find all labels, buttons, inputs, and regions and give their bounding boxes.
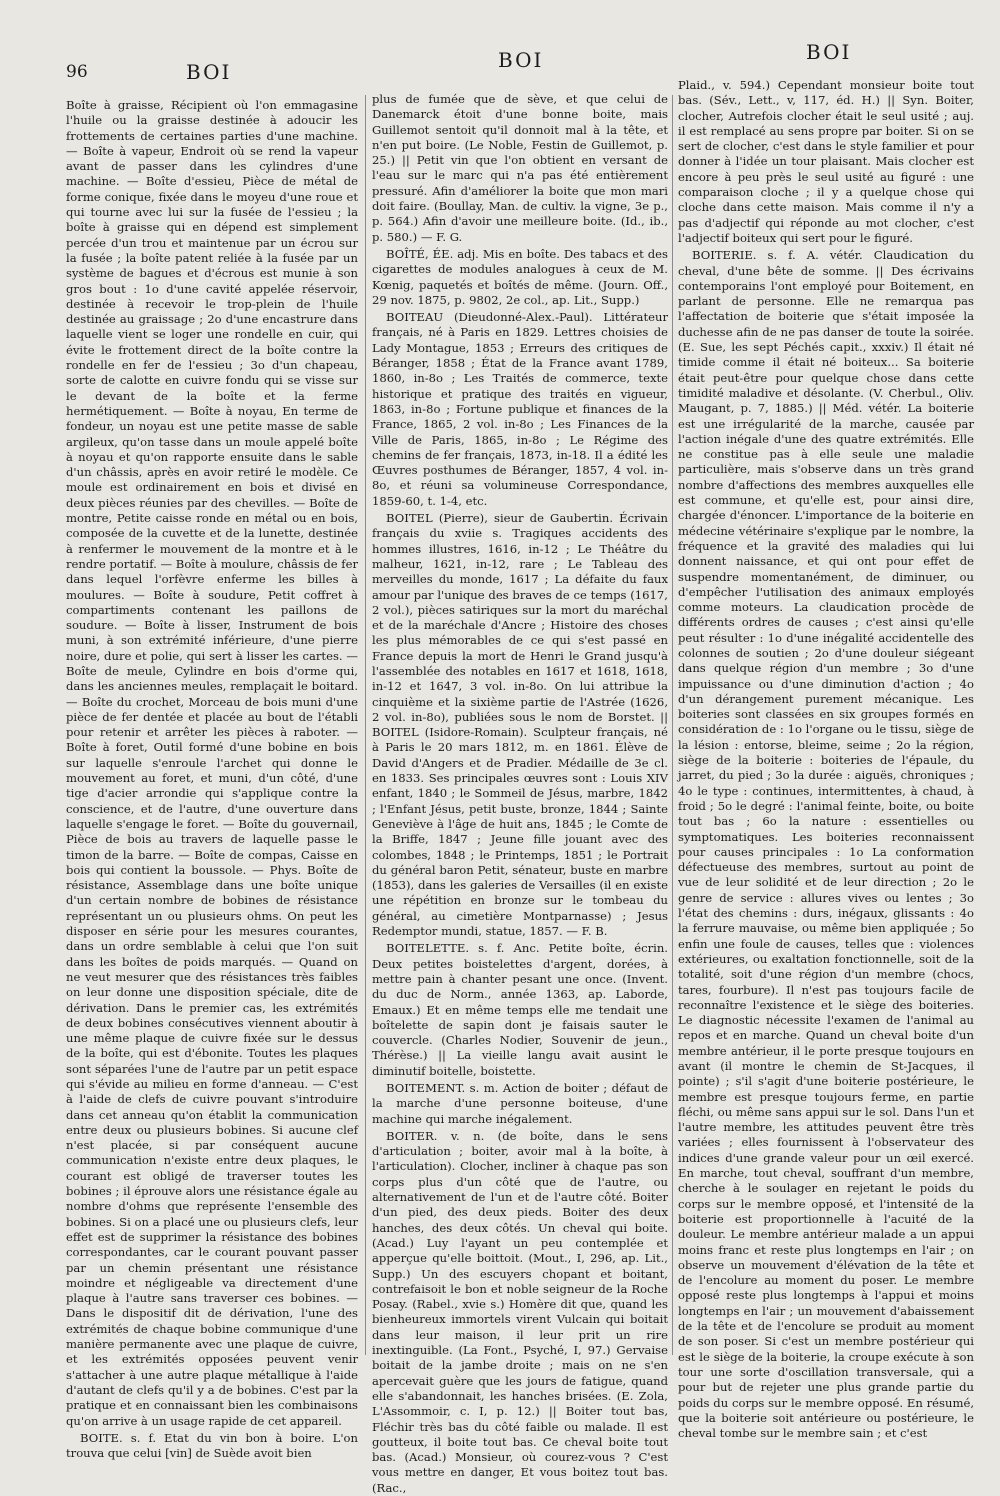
dictionary-entry: Boîte à graisse, Récipient où l'on emmagasine l'huile ou la graisse destinée à adoucir les frottements de certaines parties d'une machine.— Boîte à vapeur, Endroit où se rend la vapeur avant de passer dans les cylindres d'une machine. — Boîte d'essieu, Pièce de métal de forme conique, fixée dans le moyeu d'une roue et qui tourne avec lui sur la fusée de l'essieu ; la boîte à graisse qui en dépend est simplement percée d'un trou et maintenue par un écrou sur la fusée ; la boîte patent reliée à la fusée par un système de bagues et d'écrous est munie à son gros bout : 1o d'une cavité appelée réservoir, destinée à recevoir le trop-plein de l'huile destinée au graissage ; 2o d'une encastrure dans laquelle vient se loger une rondelle en cuir, qui évite le frottement direct de la boîte contre la rondelle en fer de l'essieu ; 3o d'un chapeau, sorte de calotte en cuivre fondu qui se visse sur le devant de la boîte et la ferme hermétiquement. — Boîte à noyau, En terme de fondeur, un noyau est une petite masse de sable argileux, qu'on tasse dans un moule appelé boîte à noyau et qu'on rapporte ensuite dans le sable d'un châssis, après en avoir retiré le modèle. Ce moule est ordinairement en bois et divisé en deux pièces réunies par des chevilles. — Boîte de montre, Petite caisse ronde en métal ou en bois, composée de la cuvette et de la lunette, destinée à renfermer le mouvement de la montre et à le rendre portatif. — Boîte à moulure, châssis de fer dans lequel l'orfèvre enferme les billes à moulures. — Boîte à soudure, Petit coffret à compartiments contenant les paillons de soudure. — Boîte à lisser, Instrument de bois muni, à son extrémité inférieure, d'une pierre noire, dure et polie, qui sert à lisser les cartes. — Boîte de meule, Cylindre en bois d'orme qui, dans les anciennes meules, remplaçait le boitard. — Boîte du crochet, Morceau de bois muni d'une pièce de fer dentée et placée au bout de l'établi pour retenir et arrêter les pièces à raboter. — Boîte à foret, Outil formé d'une bobine en bois sur laquelle s'enroule l'archet qui donne le mouvement au foret, et muni, d'un côté, d'une tige d'acier arrondie qui s'applique contre la conscience, et de l'autre, d'une ouverture dans laquelle s'engage le foret. — Boîte du gouvernail, Pièce de bois au travers de laquelle passe le timon de la barre. — Boîte de compas, Caisse en bois qui contient la boussole. — Phys. Boîte de résistance, Assemblage dans une boîte unique d'un certain nombre de bobines de résistance représentant un ou plusieurs ohms. On peut les disposer en série pour les mesures courantes, dans un ordre semblable à celui que l'on suit dans les boîtes de poids marqués. — Quand on ne veut mesurer que des résistances très faibles on leur donne une disposition spéciale, dite de dérivation. Dans le premier cas, les extrémités de deux bobines consécutives viennent aboutir à une même plaque de cuivre fixée sur le dessus de la boîte, qui est d'ébonite. Toutes les plaques sont séparées l'une de l'autre par un petit espace qui s'évide au milieu en forme d'anneau. — C'est à l'aide de clefs de cuivre pouvant s'introduire dans cet anneau qu'on établit la communication entre deux ou plusieurs bobines. Si aucune clef n'est placée, si par conséquent aucune communication n'existe entre deux plaques, le courant est obligé de traverser toutes les bobines ; il éprouve alors une résistance égale au nombre d'ohms que représente l'ensemble des bobines. Si on a placé une ou plusieurs clefs, leur effet est de supprimer la résistance des bobines correspondantes, car le courant pouvant passer par un chemin présentant une résistance moindre et négligeable va directement d'une plaque à l'autre sans traverser ces bobines. — Dans le dispositif dit de dérivation, l'une des extrémités de chaque bobine communique d'une manière permanente avec une plaque de cuivre, et les extrémités opposées peuvent venir s'attacher à une autre plaque métallique à l'aide d'autant de clefs qu'il y a de bobines. C'est par la pratique et en connaissant bien les combinaisons qu'on arrive à un usage rapide de cet appareil. — [66, 98, 358, 1428]
text-column-2 — [372, 92, 668, 1495]
dictionary-entry: BOITE. s. f. Etat du vin bon à boire. L'on trouva que celui [vin] de Suède avoit bien — [66, 1430, 358, 1461]
dictionary-entry: BOITEL (Pierre), sieur de Gaubertin. Écrivain français du xviie s. Tragiques accidents des hommes illustres, 1616, in-12 ; Le Théâtre du malheur, 1621, in-12, rare ; Le Tableau des merveilles du monde, 1617 ; La défaite du faux amour par l'unique des braves de ce temps (1617, 2 vol.), pièces satiriques sur la mort du maréchal et de la maréchale d'Ancre ; Histoire des choses les plus mémorables de ce qui s'est passé en France depuis la mort de Henri le Grand jusqu'à l'assemblée des notables en 1617 et 1618, 1618, in-12 et 1647, 3 vol. in-8o. On lui attribue la cinquième et la sixième partie de l'Astrée (1626, 2 vol. in-8o), publiées sous le nom de Borstet. || BOITEL (Isidore-Romain). Sculpteur français, né à Paris le 20 mars 1812, m. en 1861. Élève de David d'Angers et de Pradier. Médaille de 3e cl. en 1833. Ses principales œuvres sont : Louis XIV enfant, 1840 ; le Sommeil de Jésus, marbre, 1842 ; l'Enfant Jésus, petit buste, bronze, 1844 ; Sainte Geneviève à l'âge de huit ans, 1845 ; le Comte de la Briffe, 1847 ; Jeune fille jouant avec des colombes, 1848 ; le Printemps, 1851 ; le Portrait du général baron Petit, sénateur, buste en marbre (1853), dans les galeries de Versailles (il en existe une répétition en bronze sur le tombeau du général, au cimetière Montparnasse) ; Jesus Redemptor mundi, statue, 1857. — F. B. — [372, 511, 668, 939]
text-column-3 — [678, 78, 974, 1441]
running-head-right: BOI — [806, 40, 852, 64]
page-number: 96 — [66, 62, 88, 82]
dictionary-entry: BOITEAU (Dieudonné-Alex.-Paul). Littérateur français, né à Paris en 1829. Lettres choisies de Lady Montague, 1853 ; Erreurs des critiques de Béranger, 1858 ; État de la France avant 1789, 1860, in-8o ; Les Traités de commerce, texte historique et pratique des traités en vigueur, 1863, in-8o ; Fortune publique et finances de la France, 1865, 2 vol. in-8o ; Les Finances de la Ville de Paris, 1865, in-8o ; Le Régime des chemins de fer français, 1873, in-18. Il a édité les Œuvres posthumes de Béranger, 1857, 4 vol. in-8o, et réuni sa volumineuse Correspondance, 1859-60, t. 1-4, etc. — [372, 310, 668, 508]
dictionary-entry: BOITER. v. n. (de boîte, dans le sens d'articulation ; boiter, avoir mal à la boîte, à l'articulation). Clocher, incliner à chaque pas son corps plus d'un côté que de l'autre, ou alternativement de l'un et de l'autre côté. Boiter d'un pied, des deux pieds. Boiter des deux hanches, des deux côtés. Un cheval qui boite. (Acad.) Luy l'ayant un peu contemplée et apperçue qu'elle boittoit. (Mout., I, 296, ap. Lit., Supp.) Un des escuyers chopant et boitant, contrefaisoit le bon et noble seigneur de la Roche Posay. (Rabel., xvie s.) Homère dit que, quand les bienheureux immortels virent Vulcain qui boitait dans leur maison, il leur prit un rire inextinguible. (La Font., Psyché, I, 97.) Gervaise boitait de la jambe droite ; mais on ne s'en apercevait guère que les jours de fatigue, quand elle s'abandonnait, les hanches brisées. (E. Zola, L'Assommoir, c. I, p. 12.) || Boiter tout bas, Fléchir très bas du côté faible ou malade. Il est goutteux, il boite tout bas. Ce cheval boite tout bas. (Acad.) Monsieur, où courez-vous ? C'est vous mettre en danger, Et vous boitez tout bas. (Rac., — [372, 1128, 668, 1495]
dictionary-entry: BOÎTÉ, ÉE. adj. Mis en boîte. Des tabacs et des cigarettes de modules analogues à ceux de M. Kœnig, paquetés et boîtés de même. (Journ. Off., 29 nov. 1875, p. 9802, 2e col., ap. Lit., Supp.) — [372, 246, 668, 307]
running-head-left: BOI — [186, 60, 232, 84]
dictionary-entry: Plaid., v. 594.) Cependant monsieur boite tout bas. (Sév., Lett., v, 117, éd. H.) || Syn. Boiter, clocher, Autrefois clocher était le seul usité ; auj. il est remplacé au sens propre par boiter. Si on se sert de clocher, c'est dans le style familier et pour donner à l'idée un tour plaisant. Mais clocher est encore à peu près le seul usité au figuré : une comparaison cloche ; il y a quelque chose qui cloche dans cette maison. Mais comme il n'y a pas d'adjectif qui réponde au mot clocher, c'est l'adjectif boiteux qui sert pour le figuré. — [678, 78, 974, 245]
dictionary-entry: BOITEMENT. s. m. Action de boiter ; défaut de la marche d'une personne boiteuse, d'une machine qui marche inégalement. — [372, 1081, 668, 1126]
dictionary-entry: BOITELETTE. s. f. Anc. Petite boîte, écrin. Deux petites boistelettes d'argent, dorées, à mettre pain à chanter pesant une once. (Invent. du duc de Norm., année 1363, ap. Laborde, Emaux.) Et en même temps elle me tendait une boîtelette de sapin dont je faisais sauter le couvercle. (Charles Nodier, Souvenir de jeun., Thérèse.) || La vieille langu avait ausint le diminutif boitelle, boistette. — [372, 941, 668, 1078]
running-head-center: BOI — [498, 48, 544, 72]
column-divider — [672, 95, 673, 1355]
dictionary-entry: plus de fumée que de sève, et que celui de Danemarck étoit d'une bonne boite, mais Guillemot sentoit qu'il donnoit mal à la tête, et n'en put boire. (Le Noble, Festin de Guillemot, p. 25.) || Petit vin que l'on obtient en versant de l'eau sur le marc qui n'a pas été entièrement pressuré. Afin d'améliorer la boite que mon mari doit faire. (Boullay, Man. de cultiv. la vigne, 3e p., p. 564.) Afin d'avoir une meilleure boite. (Id., ib., p. 580.) — F. G. — [372, 92, 668, 244]
text-column-1 — [66, 98, 358, 1461]
dictionary-entry: BOITERIE. s. f. A. vétér. Claudication du cheval, d'une bête de somme. || Des écrivains contemporains l'ont employé pour Boitement, en parlant de personne. Elle ne remarqua pas l'affectation de boiterie que s'était imposée la duchesse afin de ne pas danser de toute la soirée. (E. Sue, les sept Péchés capit., xxxiv.) Il était né timide comme il était né boiteux... Sa boiterie était peut-être pour quelque chose dans cette timidité maladive et désolante. (V. Cherbul., Oliv. Maugant, p. 7, 1885.) || Méd. vétér. La boiterie est une irrégularité de la marche, causée par l'action inégale d'une des quatre extrémités. Elle ne constitue pas à elle seule une maladie particulière, mais s'observe dans un très grand nombre d'affections des membres auxquelles elle est commune, et qu'elle est, pour ainsi dire, chargée d'énoncer. L'importance de la boiterie en médecine vétérinaire s'explique par le nombre, la fréquence et la gravité des maladies qui lui donnent naissance, et qui ont pour effet de suspendre momentanément, de diminuer, ou d'empêcher l'utilisation des animaux employés comme moteurs. La claudication procède de différents ordres de causes ; c'est ainsi qu'elle peut résulter : 1o d'une inégalité accidentelle des colonnes de soutien ; 2o d'une douleur siégeant dans quelque région d'un membre ; 3o d'une impuissance ou d'une diminution d'action ; 4o d'un dérangement purement mécanique. Les boiteries sont classées en six groupes formés en considération de : 1o l'organe ou le tissu, siège de la lésion : entorse, bleime, seime ; 2o la région, siège de la boiterie : boiteries de l'épaule, du jarret, du pied ; 3o la durée : aiguës, chroniques ; 4o le type : continues, intermittentes, à chaud, à froid ; 5o le degré : l'animal feinte, boite, ou boite tout bas ; 6o la nature : essentielles ou symptomatiques. Les boiteries reconnaissent pour causes principales : 1o La conformation défectueuse des membres, surtout au point de vue de leur solidité et de leur direction ; 2o le genre de service : allures vives ou lentes ; 3o l'état des chemins : durs, inégaux, glissants : 4o la ferrure mauvaise, ou même bien appliquée ; 5o enfin une foule de causes, telles que : violences extérieures, ou exaltation fonctionnelle, soit de la totalité, soit d'une région d'un membre (chocs, tares, fourbure). Il n'est pas toujours facile de reconnaître l'existence et le siège des boiteries. Le diagnostic nécessite l'examen de l'animal au repos et en marche. Quand un cheval boite d'un membre antérieur, il le porte presque toujours en avant (il montre le chemin de St-Jacques, il pointe) ; s'il s'agit d'une boiterie postérieure, le membre est presque toujours ferme, en partie fléchi, ou même sans appui sur le sol. Dans l'un et l'autre membre, les attitudes peuvent être très variées ; elles fournissent à l'observateur des indices d'une grande valeur pour un œil exercé. En marche, tout cheval, souffrant d'un membre, cherche à le soulager en rejetant le poids du corps sur le membre opposé, et l'intensité de la boiterie est proportionnelle à l'acuité de la douleur. Le membre antérieur malade a un appui moins franc et reste plus longtemps en l'air ; on observe un mouvement d'élévation de la tête et de l'encolure au moment du poser. Le membre opposé reste plus longtemps à l'appui et moins longtemps en l'air ; un mouvement d'abaissement de la tête et de l'encolure se produit au moment de son poser. Si c'est un membre postérieur qui est le siège de la boiterie, la croupe exécute à son tour une sorte d'oscillation transversale, qui a pour but de rejeter une plus grande partie du poids du corps sur le membre opposé. En résumé, que la boiterie soit antérieure ou postérieure, le cheval tombe sur le membre sain ; et c'est — [678, 248, 974, 1441]
column-divider — [365, 95, 366, 1355]
